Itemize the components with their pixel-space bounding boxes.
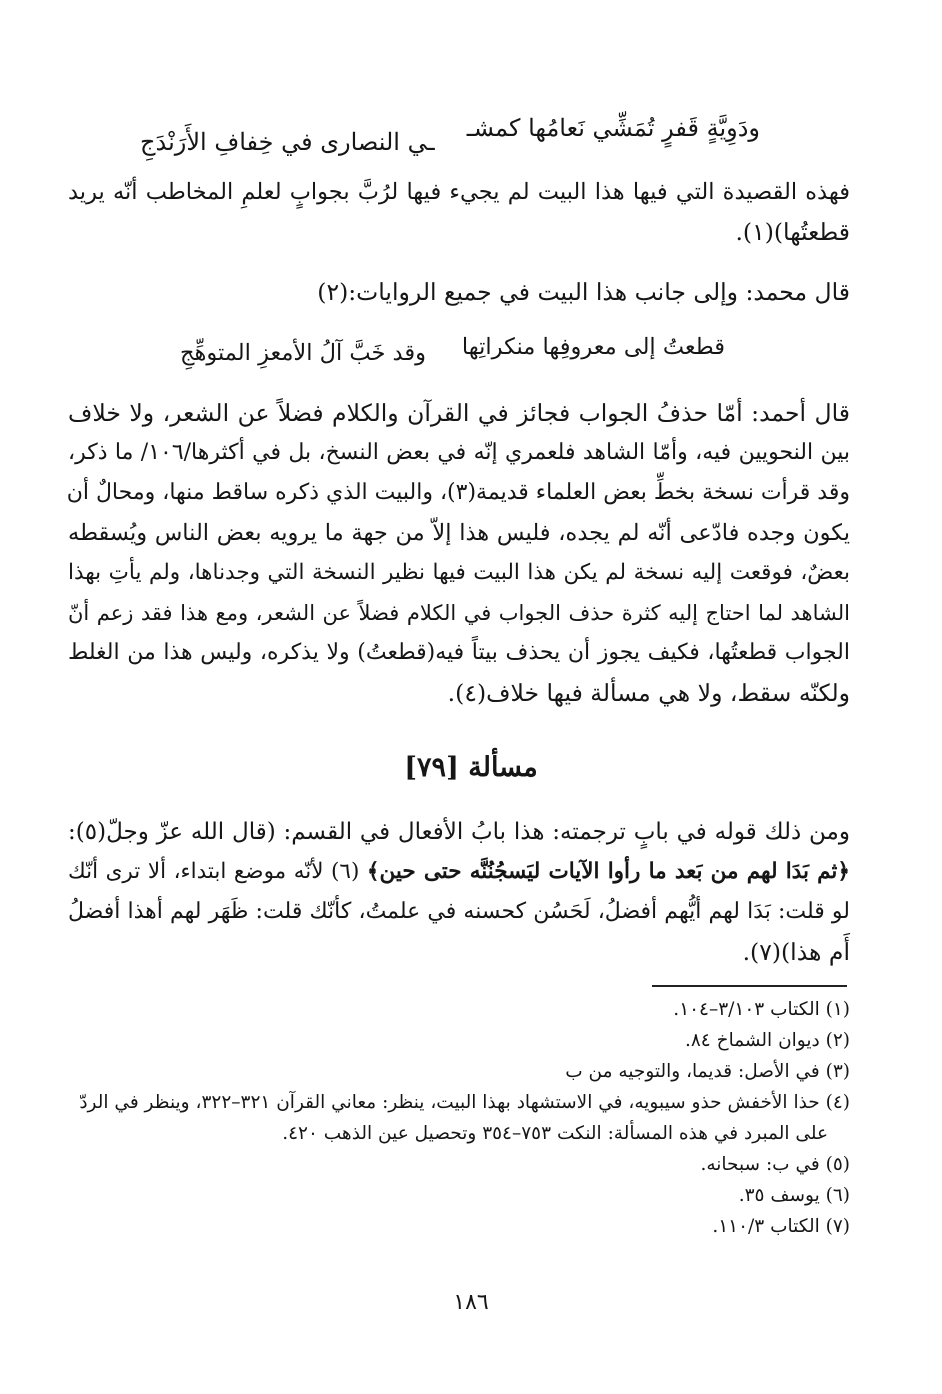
paragraph-2-line-1: قال محمد: وإلى جانب هذا البيت في جميع الروايات:(٢) [317, 278, 850, 306]
footnote-5: (٥) في ب: سبحانه. [700, 1154, 850, 1175]
verse-2-first-hemistich: قطعتُ إلى معروفِها منكراتِها [461, 334, 725, 360]
paragraph-4-line-3: لو قلت: بَدَا لهم أيُّهم أفضلُ، لَحَسُن كحسنه في علمتُ، كأنّك قلت: ظَهَر لهم أهذا أفضلُ [68, 899, 850, 924]
paragraph-4 [68, 812, 850, 972]
verse-1-second-hemistich: ـي النصارى في خِفافِ الأَرَنْدَجِ [140, 128, 435, 156]
paragraph-3-line-3: وقد قرأت نسخة بخطِّ بعض العلماء قديمة(٣)، والبيت الذي ذكره ساقط منها، ومحالٌ أن [66, 480, 850, 505]
paragraph-3-line-2: بين النحويين فيه، وأمّا الشاهد فلعمري إنّه في بعض النسخ، بل في أكثرها/١٠٦/ ما ذكر، [68, 440, 851, 465]
footnote-4: (٤) حذا الأخفش حذو سيبويه، في الاستشهاد بهذا البيت، ينظر: معاني القرآن ٣٢١–٣٢٢، وينظر في الردّ [79, 1092, 850, 1113]
paragraph-3-line-4: يكون وجده فادّعى أنّه لم يجده، فليس هذا إلاّ من جهة ما يرويه بعض الناس ويُسقطه [68, 520, 850, 546]
paragraph-3-line-8: ولكنّه سقط، ولا هي مسألة فيها خلاف(٤). [447, 679, 850, 707]
verse-1-first-hemistich: ودَوِيَّةٍ قَفرٍ تُمَشِّي نَعامُها كمشـ [466, 114, 760, 142]
poetry-verse-1 [140, 114, 760, 174]
poetry-verse-2 [180, 334, 725, 394]
paragraph-4-line-2 [68, 852, 850, 892]
section-heading: مسألة [٧٩] [404, 752, 538, 783]
footnotes [78, 994, 850, 1242]
paragraph-3-line-1: قال أحمد: أمّا حذفُ الجواب فجائز في القرآن والكلام فضلاً عن الشعر، ولا خلاف [68, 399, 850, 427]
paragraph-4-line-2-rest: (٦) لأنّه موضع ابتداء، ألا ترى أنّك [68, 859, 360, 884]
page-number: ١٨٦ [453, 1290, 489, 1315]
quran-verse: ﴿ثم بَدَا لهم من بَعد ما رأوا الآيات ليَسجُنُنَّه حتى حين﴾ [366, 859, 851, 884]
footnote-1: (١) الكتاب ٣/١٠٣–١٠٤. [673, 999, 850, 1020]
footnote-6: (٦) يوسف ٣٥. [738, 1185, 850, 1206]
paragraph-3-line-5: بعضٌ، فوقعت إليه نسخة لم يكن هذا البيت فيها نظير النسخة التي وجدناها، ولم يأتِ بهذا [68, 560, 850, 585]
paragraph-4-line-1: ومن ذلك قوله في بابٍ ترجمته: هذا بابُ الأفعال في القسم: (قال الله عزّ وجلّ(٥): [68, 819, 850, 845]
paragraph-1 [68, 172, 850, 252]
paragraph-2 [68, 272, 850, 312]
paragraph-3-line-6: الشاهد لما احتاج إليه كثرة حذف الجواب في الكلام فضلاً عن الشعر، ومع هذا فقد زعم أنّ [68, 601, 850, 625]
paragraph-3 [68, 393, 850, 713]
footnote-separator [652, 985, 847, 987]
footnote-7: (٧) الكتاب ١١٠/٣. [712, 1216, 850, 1237]
paragraph-3-line-7: الجواب قطعتُها، فكيف يجوز أن يحذف بيتاً فيه(قطعتُ) ولا يذكره، وليس هذا من الغلط [68, 640, 850, 665]
paragraph-1-line-1: فهذه القصيدة التي فيها هذا البيت لم يجيء فيها لرُبَّ بجوابٍ لعلمِ المخاطب أنّه يريد [68, 179, 850, 205]
paragraph-4-line-4: أَم هذا)(٧). [742, 938, 850, 966]
footnote-2: (٢) ديوان الشماخ ٨٤. [684, 1030, 850, 1051]
verse-2-second-hemistich: وقد خَبَّ آلُ الأمعزِ المتوهِّجِ [180, 340, 426, 366]
footnote-3: (٣) في الأصل: قديما، والتوجيه من ب [565, 1061, 850, 1082]
paragraph-1-line-2: قطعتُها)(١). [735, 218, 850, 246]
footnote-4-continuation: على المبرد في هذه المسألة: النكت ٧٥٣–٣٥٤ وتحصيل عين الذهب ٤٢٠. [282, 1123, 828, 1144]
